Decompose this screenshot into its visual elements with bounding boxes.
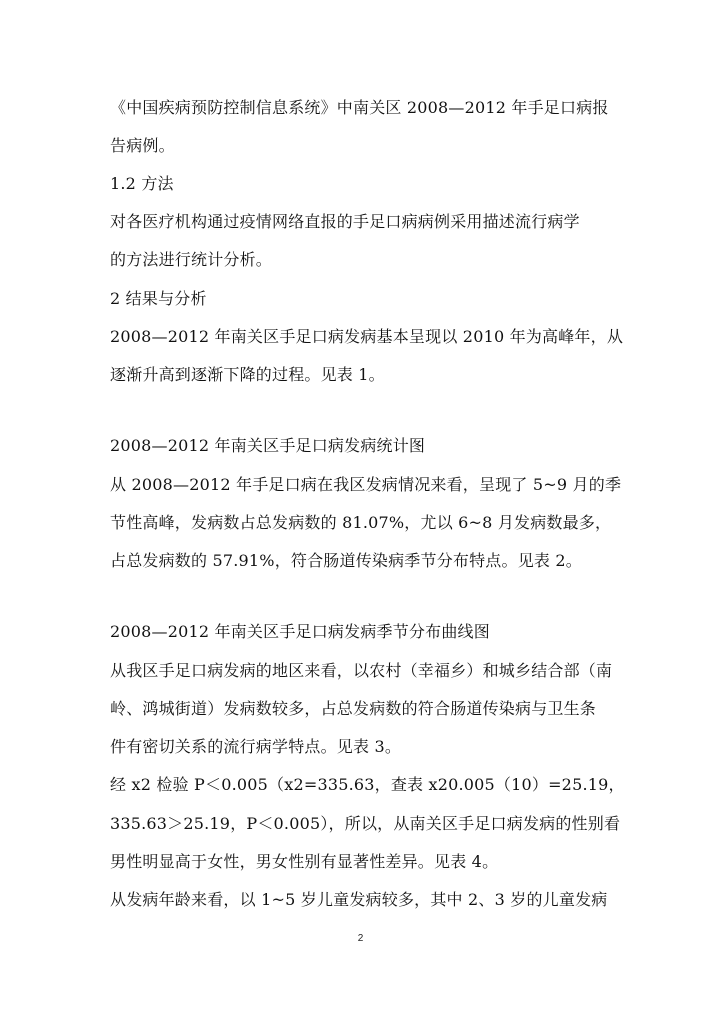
paragraph-line-chi-square: 335.63＞25.19，P＜0.005），所以，从南关区手足口病发病的性别看: [110, 814, 621, 833]
page-number: 2: [357, 933, 364, 944]
paragraph-line-methods-end: 的方法进行统计分析。: [110, 250, 273, 269]
section-heading-methods: 1.2 方法: [110, 174, 174, 193]
section-heading-results: 2 结果与分析: [110, 289, 207, 308]
paragraph-line-region: 岭、鸿城街道）发病数较多，占总发病数的符合肠道传染病与卫生条: [110, 699, 597, 718]
paragraph-line-seasonal: 节性高峰，发病数占总发病数的 81.07%，尤以 6~8 月发病数最多，: [110, 513, 612, 532]
paragraph-line-source: 《中国疾病预防控制信息系统》中南关区 2008—2012 年手足口病报: [110, 98, 609, 117]
paragraph-line-results-end: 逐渐升高到逐渐下降的过程。见表 1。: [110, 365, 385, 384]
paragraph-line-age: 从发病年龄来看，以 1~5 岁儿童发病较多，其中 2、3 岁的儿童发病: [110, 890, 608, 909]
paragraph-line-source-end: 告病例。: [110, 136, 175, 155]
figure-caption-seasonal: 2008—2012 年南关区手足口病发病季节分布曲线图: [110, 622, 490, 641]
paragraph-line-chi-square-end: 男性明显高于女性，男女性别有显著性差异。见表 4。: [110, 852, 499, 871]
paragraph-line-region: 从我区手足口病发病的地区来看，以农村（幸福乡）和城乡结合部（南: [110, 661, 613, 680]
paragraph-line-seasonal: 从 2008—2012 年手足口病在我区发病情况来看，呈现了 5~9 月的季: [110, 475, 622, 494]
paragraph-line-chi-square: 经 x2 检验 P＜0.005（x2=335.63，查表 x20.005（10）=25.19，: [110, 775, 625, 794]
paragraph-line-methods: 对各医疗机构通过疫情网络直报的手足口病病例采用描述流行病学: [110, 212, 580, 231]
figure-caption-annual: 2008—2012 年南关区手足口病发病统计图: [110, 436, 426, 455]
paragraph-line-results: 2008—2012 年南关区手足口病发病基本呈现以 2010 年为高峰年，从: [110, 327, 624, 346]
paragraph-line-region-end: 件有密切关系的流行病学特点。见表 3。: [110, 737, 402, 756]
paragraph-line-seasonal-end: 占总发病数的 57.91%，符合肠道传染病季节分布特点。见表 2。: [110, 551, 582, 570]
